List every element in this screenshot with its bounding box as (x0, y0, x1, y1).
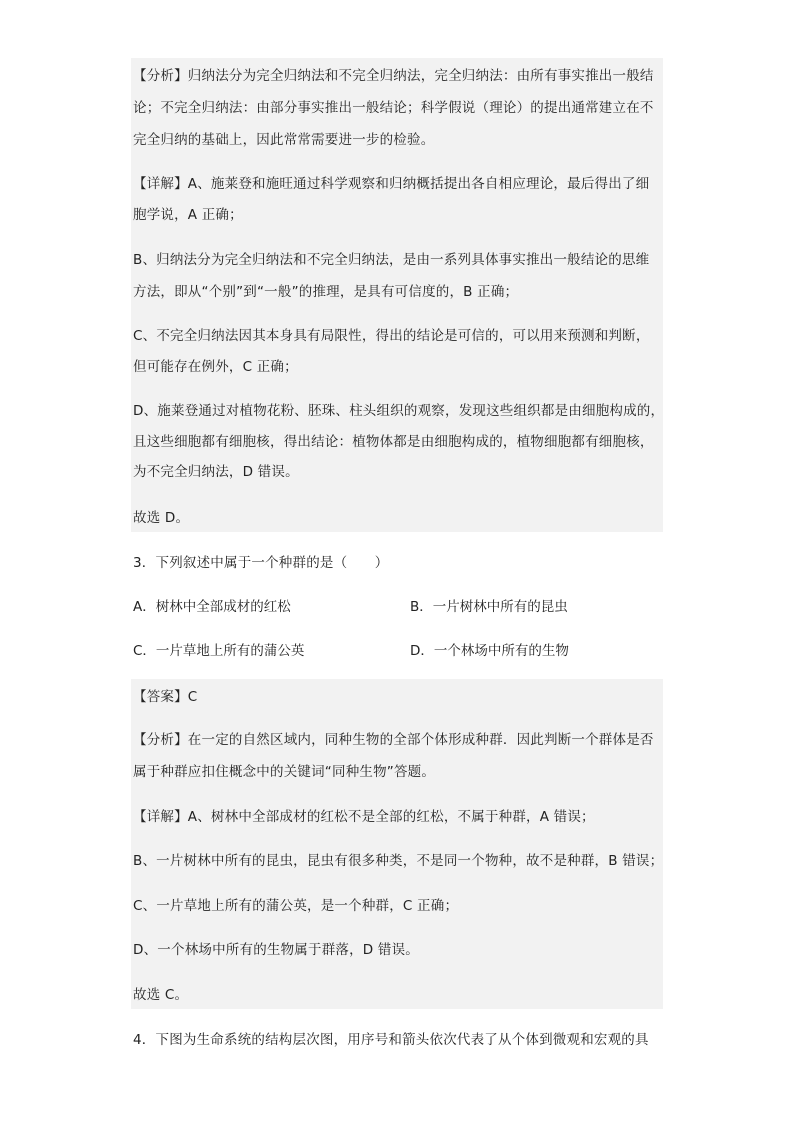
answer-text: 【答案】C (133, 689, 198, 705)
detail-c-text: C、不完全归纳法因其本身具有局限性，得出的结论是可信的，可以用来预测和判断， (133, 328, 650, 344)
question-3-option-b: B．一片树林中所有的昆虫 (410, 599, 568, 615)
detail-d-text: D、一个林场中所有的生物属于群落，D 错误。 (133, 942, 419, 958)
conclusion-text: 故选 C。 (133, 987, 189, 1003)
question-3-option-a: A．树林中全部成材的红松 (133, 599, 291, 615)
detail-d-text: 为不完全归纳法，D 错误。 (133, 464, 299, 480)
analysis-text: 【分析】在一定的自然区域内，同种生物的全部个体形成种群．因此判断一个群体是否 (133, 732, 654, 748)
detail-c-text: C、一片草地上所有的蒲公英，是一个种群，C 正确； (133, 898, 459, 914)
analysis-text: 【分析】归纳法分为完全归纳法和不完全归纳法，完全归纳法：由所有事实推出一般结 (133, 68, 654, 84)
detail-b-text: 方法，即从“个别”到“一般”的推理，是具有可信度的，B 正确； (133, 284, 519, 300)
detail-c-text: 但可能存在例外，C 正确； (133, 359, 298, 375)
question-3-option-c: C．一片草地上所有的蒲公英 (133, 643, 305, 659)
detail-a-text: 【详解】A、树林中全部成材的红松不是全部的红松，不属于种群，A 错误； (133, 809, 595, 825)
detail-d-text: D、施莱登通过对植物花粉、胚珠、柱头组织的观察，发现这些组织都是由细胞构成的， (133, 403, 665, 419)
detail-a-text: 【详解】A、施莱登和施旺通过科学观察和归纳概括提出各自相应理论，最后得出了细 (133, 176, 650, 192)
question-4-stem: 4．下图为生命系统的结构层次图，用序号和箭头依次代表了从个体到微观和宏观的具 (133, 1032, 649, 1048)
analysis-text: 完全归纳的基础上，因此常常需要进一步的检验。 (133, 132, 435, 148)
detail-b-text: B、一片树林中所有的昆虫，昆虫有很多种类，不是同一个物种，故不是种群，B 错误； (133, 853, 664, 869)
question-3-option-d: D．一个林场中所有的生物 (410, 643, 569, 659)
analysis-text: 属于种群应扣住概念中的关键词“同种生物”答题。 (133, 764, 436, 780)
analysis-text: 论；不完全归纳法：由部分事实推出一般结论；科学假说（理论）的提出通常建立在不 (133, 100, 654, 116)
conclusion-text: 故选 D。 (133, 510, 190, 526)
detail-d-text: 且这些细胞都有细胞核，得出结论：植物体都是由细胞构成的，植物细胞都有细胞核， (133, 434, 654, 450)
detail-b-text: B、归纳法分为完全归纳法和不完全归纳法，是由一系列具体事实推出一般结论的思维 (133, 252, 650, 268)
detail-a-text: 胞学说，A 正确； (133, 207, 243, 223)
question-3-stem: 3．下列叙述中属于一个种群的是（ ） (133, 555, 389, 571)
